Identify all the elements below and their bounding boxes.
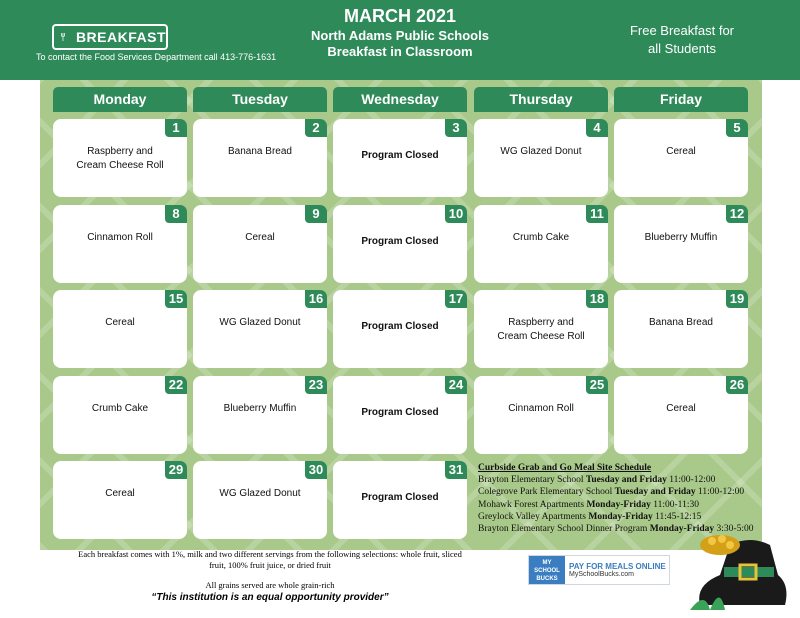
curbside-days: Monday-Friday — [586, 499, 651, 510]
curbside-title: Curbside Grab and Go Meal Site Schedule — [478, 463, 652, 473]
calendar-day-3 — [333, 119, 467, 197]
curbside-row — [478, 486, 778, 498]
curbside-row — [478, 474, 778, 486]
day-number: 10 — [445, 205, 467, 223]
menu-item: Banana Bread — [228, 146, 292, 157]
calendar-day-12 — [614, 205, 748, 283]
program-name: Breakfast in Classroom — [327, 44, 473, 59]
myschoolbucks-banner[interactable] — [528, 555, 670, 585]
calendar-day-15 — [53, 290, 187, 368]
program-closed-label: Program Closed — [361, 236, 439, 247]
fork-icon — [60, 28, 68, 46]
curbside-site: Colegrove Park Elementary School — [478, 487, 615, 498]
program-closed-label: Program Closed — [361, 492, 439, 503]
day-number: 24 — [445, 376, 467, 394]
menu-item: Cinnamon Roll — [508, 403, 574, 414]
calendar-day-16 — [193, 290, 327, 368]
day-header-wednesday: Wednesday — [333, 87, 467, 112]
day-number: 29 — [165, 461, 187, 479]
calendar-day-9 — [193, 205, 327, 283]
menu-item: WG Glazed Donut — [219, 488, 301, 499]
curbside-site: Brayton Elementary School Dinner Program — [478, 524, 650, 535]
myschoolbucks-logo: MY SCHOOL BUCKS — [529, 556, 565, 584]
free-line-1: Free Breakfast for — [629, 23, 735, 38]
myschoolbucks-line1: PAY FOR MEALS ONLINE — [569, 562, 666, 571]
day-number: 17 — [445, 290, 467, 308]
free-breakfast-note — [612, 22, 752, 58]
day-number: 19 — [726, 290, 748, 308]
menu-item: Banana Bread — [649, 317, 713, 328]
day-number: 25 — [586, 376, 608, 394]
day-number: 15 — [165, 290, 187, 308]
day-number: 8 — [165, 205, 187, 223]
day-number: 26 — [726, 376, 748, 394]
menu-item: Crumb Cake — [512, 232, 570, 243]
menu-item: Crumb Cake — [91, 403, 149, 414]
free-line-2: all Students — [648, 41, 716, 56]
menu-item: Cereal — [666, 403, 696, 414]
program-closed-label: Program Closed — [361, 150, 439, 161]
menu-item: WG Glazed Donut — [500, 146, 582, 157]
day-number: 1 — [165, 119, 187, 137]
day-number: 3 — [445, 119, 467, 137]
calendar-day-1 — [53, 119, 187, 197]
contact-info: To contact the Food Services Department call 413-776-1631 — [36, 52, 277, 62]
curbside-time: 11:00-12:00 — [695, 487, 745, 498]
calendar-day-29 — [53, 461, 187, 539]
leprechaun-hat-icon — [690, 505, 790, 615]
day-number: 2 — [305, 119, 327, 137]
day-header-tuesday: Tuesday — [193, 87, 327, 112]
day-number: 11 — [586, 205, 608, 223]
program-closed-label: Program Closed — [361, 407, 439, 418]
district-name: North Adams Public Schools — [311, 28, 489, 43]
curbside-time: 11:00-12:00 — [666, 475, 716, 486]
calendar-day-4 — [474, 119, 608, 197]
curbside-days: Tuesday and Friday — [614, 487, 696, 498]
calendar-day-18 — [474, 290, 608, 368]
footer-grains-note: All grains served are whole grain-rich — [205, 580, 335, 590]
day-header-friday: Friday — [614, 87, 748, 112]
calendar-day-19 — [614, 290, 748, 368]
calendar-day-10 — [333, 205, 467, 283]
menu-item: Cereal — [105, 488, 135, 499]
menu-item: Raspberry and Cream Cheese Roll — [497, 317, 585, 342]
header-banner — [0, 0, 800, 80]
day-number: 4 — [586, 119, 608, 137]
curbside-days: Monday-Friday — [649, 524, 715, 535]
footer-milk-note: Each breakfast comes with 1%, milk and two different servings from the following selections: whole fruit, sliced fruit, 100% fruit juice, or dried fruit — [78, 549, 462, 570]
calendar-day-26 — [614, 376, 748, 454]
day-number: 22 — [165, 376, 187, 394]
myschoolbucks-text — [569, 562, 666, 578]
menu-item: Raspberry and Cream Cheese Roll — [76, 146, 164, 171]
curbside-days: Tuesday and Friday — [585, 475, 667, 486]
footer-equal-opportunity: “This institution is an equal opportunity provider” — [151, 592, 389, 603]
curbside-time: 11:45-12:15 — [652, 511, 702, 522]
day-number: 30 — [305, 461, 327, 479]
curbside-time: 11:00-11:30 — [650, 499, 699, 510]
day-number: 12 — [726, 205, 748, 223]
menu-item: Blueberry Muffin — [223, 403, 297, 414]
day-number: 31 — [445, 461, 467, 479]
program-closed-label: Program Closed — [361, 321, 439, 332]
logo-text: BREAKFAST — [75, 29, 166, 45]
day-number: 16 — [305, 290, 327, 308]
menu-item: Blueberry Muffin — [644, 232, 718, 243]
calendar-day-11 — [474, 205, 608, 283]
calendar-day-25 — [474, 376, 608, 454]
day-number: 5 — [726, 119, 748, 137]
curbside-days: Monday-Friday — [588, 511, 653, 522]
day-number: 9 — [305, 205, 327, 223]
curbside-time: 3:30-5:00 — [714, 524, 754, 535]
calendar-day-30 — [193, 461, 327, 539]
calendar-day-8 — [53, 205, 187, 283]
day-number: 23 — [305, 376, 327, 394]
curbside-site: Brayton Elementary School — [478, 475, 586, 486]
menu-item: Cereal — [666, 146, 696, 157]
calendar-day-24 — [333, 376, 467, 454]
calendar-day-31 — [333, 461, 467, 539]
calendar-day-2 — [193, 119, 327, 197]
curbside-site: Mohawk Forest Apartments — [478, 499, 587, 510]
menu-item: Cinnamon Roll — [87, 232, 153, 243]
menu-item: WG Glazed Donut — [219, 317, 301, 328]
day-header-monday: Monday — [53, 87, 187, 112]
calendar-day-17 — [333, 290, 467, 368]
curbside-site: Greylock Valley Apartments — [478, 511, 589, 522]
breakfast-logo — [52, 24, 168, 50]
menu-item: Cereal — [245, 232, 275, 243]
myschoolbucks-line2: MySchoolBucks.com — [569, 571, 634, 578]
day-header-thursday: Thursday — [474, 87, 608, 112]
title-block — [250, 6, 550, 59]
calendar-day-5 — [614, 119, 748, 197]
day-number: 18 — [586, 290, 608, 308]
page-title: MARCH 2021 — [343, 6, 457, 26]
calendar-day-23 — [193, 376, 327, 454]
calendar-day-22 — [53, 376, 187, 454]
menu-item: Cereal — [105, 317, 135, 328]
